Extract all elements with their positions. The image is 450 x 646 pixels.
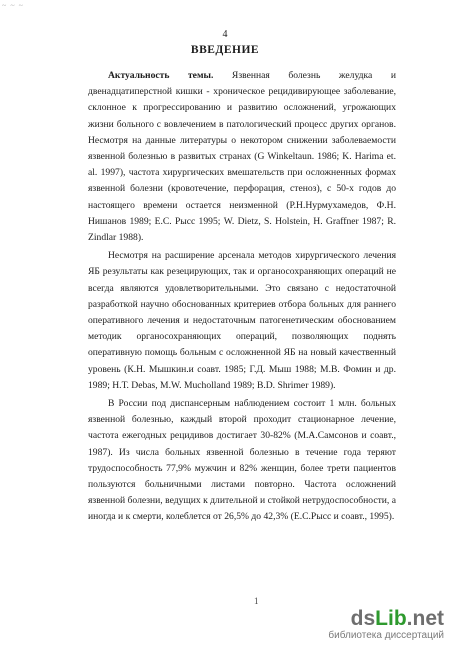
paragraph-text: Язвенная болезнь желудка и двенадцатиперстной кишки - хроническое рецидивирующее заболевание, склонное к прогрессированию и развитию осложнений, угрожающих жизни больного с вовлечением в патологический процесс других органов. Несмотря на данные литературы о некотором снижении заболеваемости язвенной болезнью в развитых странах (G Winkeltaun. 1986; K. Harima et. al. 1997), частота хирургических вмешательств при осложненных формах язвенной болезни (кровотечение, перфорация, стеноз), с 50-х годов до настоящего времени остается неизменной (Р.Н.Нурмухамедов, Ф.Н. Нишанов 1989; Е.С. Рысс 1995; W. Dietz, S. Holstein, H. Graffner 1987; R. Zindlar 1988). — [88, 70, 396, 244]
footer-mark: 1 — [254, 596, 259, 606]
page-number: 4 — [222, 29, 228, 40]
dslib-logo — [328, 608, 444, 630]
body-text — [88, 68, 396, 528]
logo-lib: Lib — [375, 607, 407, 630]
paragraph-text: В России под диспансерным наблюдением состоит 1 млн. больных язвенной болезнью, каждый второй проходит стационарное лечение, частота ежегодных рецидивов достигает 30-82% (М.А.Самсонов и соавт., 1987). Из числа больных язвенной болезнью в течение года теряют трудоспособность 77,9% мужчин и 82% женщин, более трети пациентов пользуются больничными листами повторно. Частота осложнений язвенной болезни, ведущих к длительной и стойкой нетрудоспособности, а иногда и к смерти, колеблется от 26,5% до 42,3% (Е.С.Рысс и соавт., 1995). — [88, 398, 396, 523]
corner-scan-mark: ~ ~ ~ — [2, 1, 24, 10]
watermark-tagline: библиотека диссертаций — [328, 630, 444, 641]
section-heading: ВВЕДЕНИЕ — [190, 44, 260, 56]
paragraph-russia-statistics — [88, 396, 396, 526]
paragraph-text: Несмотря на расширение арсенала методов хирургического лечения ЯБ результаты как резецирующих, так и органосохраняющих операций не всегда являются удовлетворительными. Это связано с недостаточной разработкой научно обоснованных критериев отбора больных для раннего оперативного лечения и недостаточным патогенетическим обоснованием методик органосохраняющих операций, позволяющих поднять оперативную помощь больным с осложненной ЯБ на новый качественный уровень (К.Н. Мышкин.и соавт. 1985; Г.Д. Мыш 1988; М.В. Фомин и др. 1989; Н.Т. Debas, M.W. Mucholland 1989; B.D. Shrimer 1989). — [88, 250, 396, 391]
logo-ds: ds — [350, 607, 376, 630]
dslib-watermark[interactable] — [328, 608, 444, 642]
paragraph-relevance — [88, 68, 396, 246]
logo-net: .net — [406, 607, 444, 630]
paragraph-surgery-results — [88, 248, 396, 394]
paragraph-lead: Актуальность темы. — [108, 70, 214, 81]
